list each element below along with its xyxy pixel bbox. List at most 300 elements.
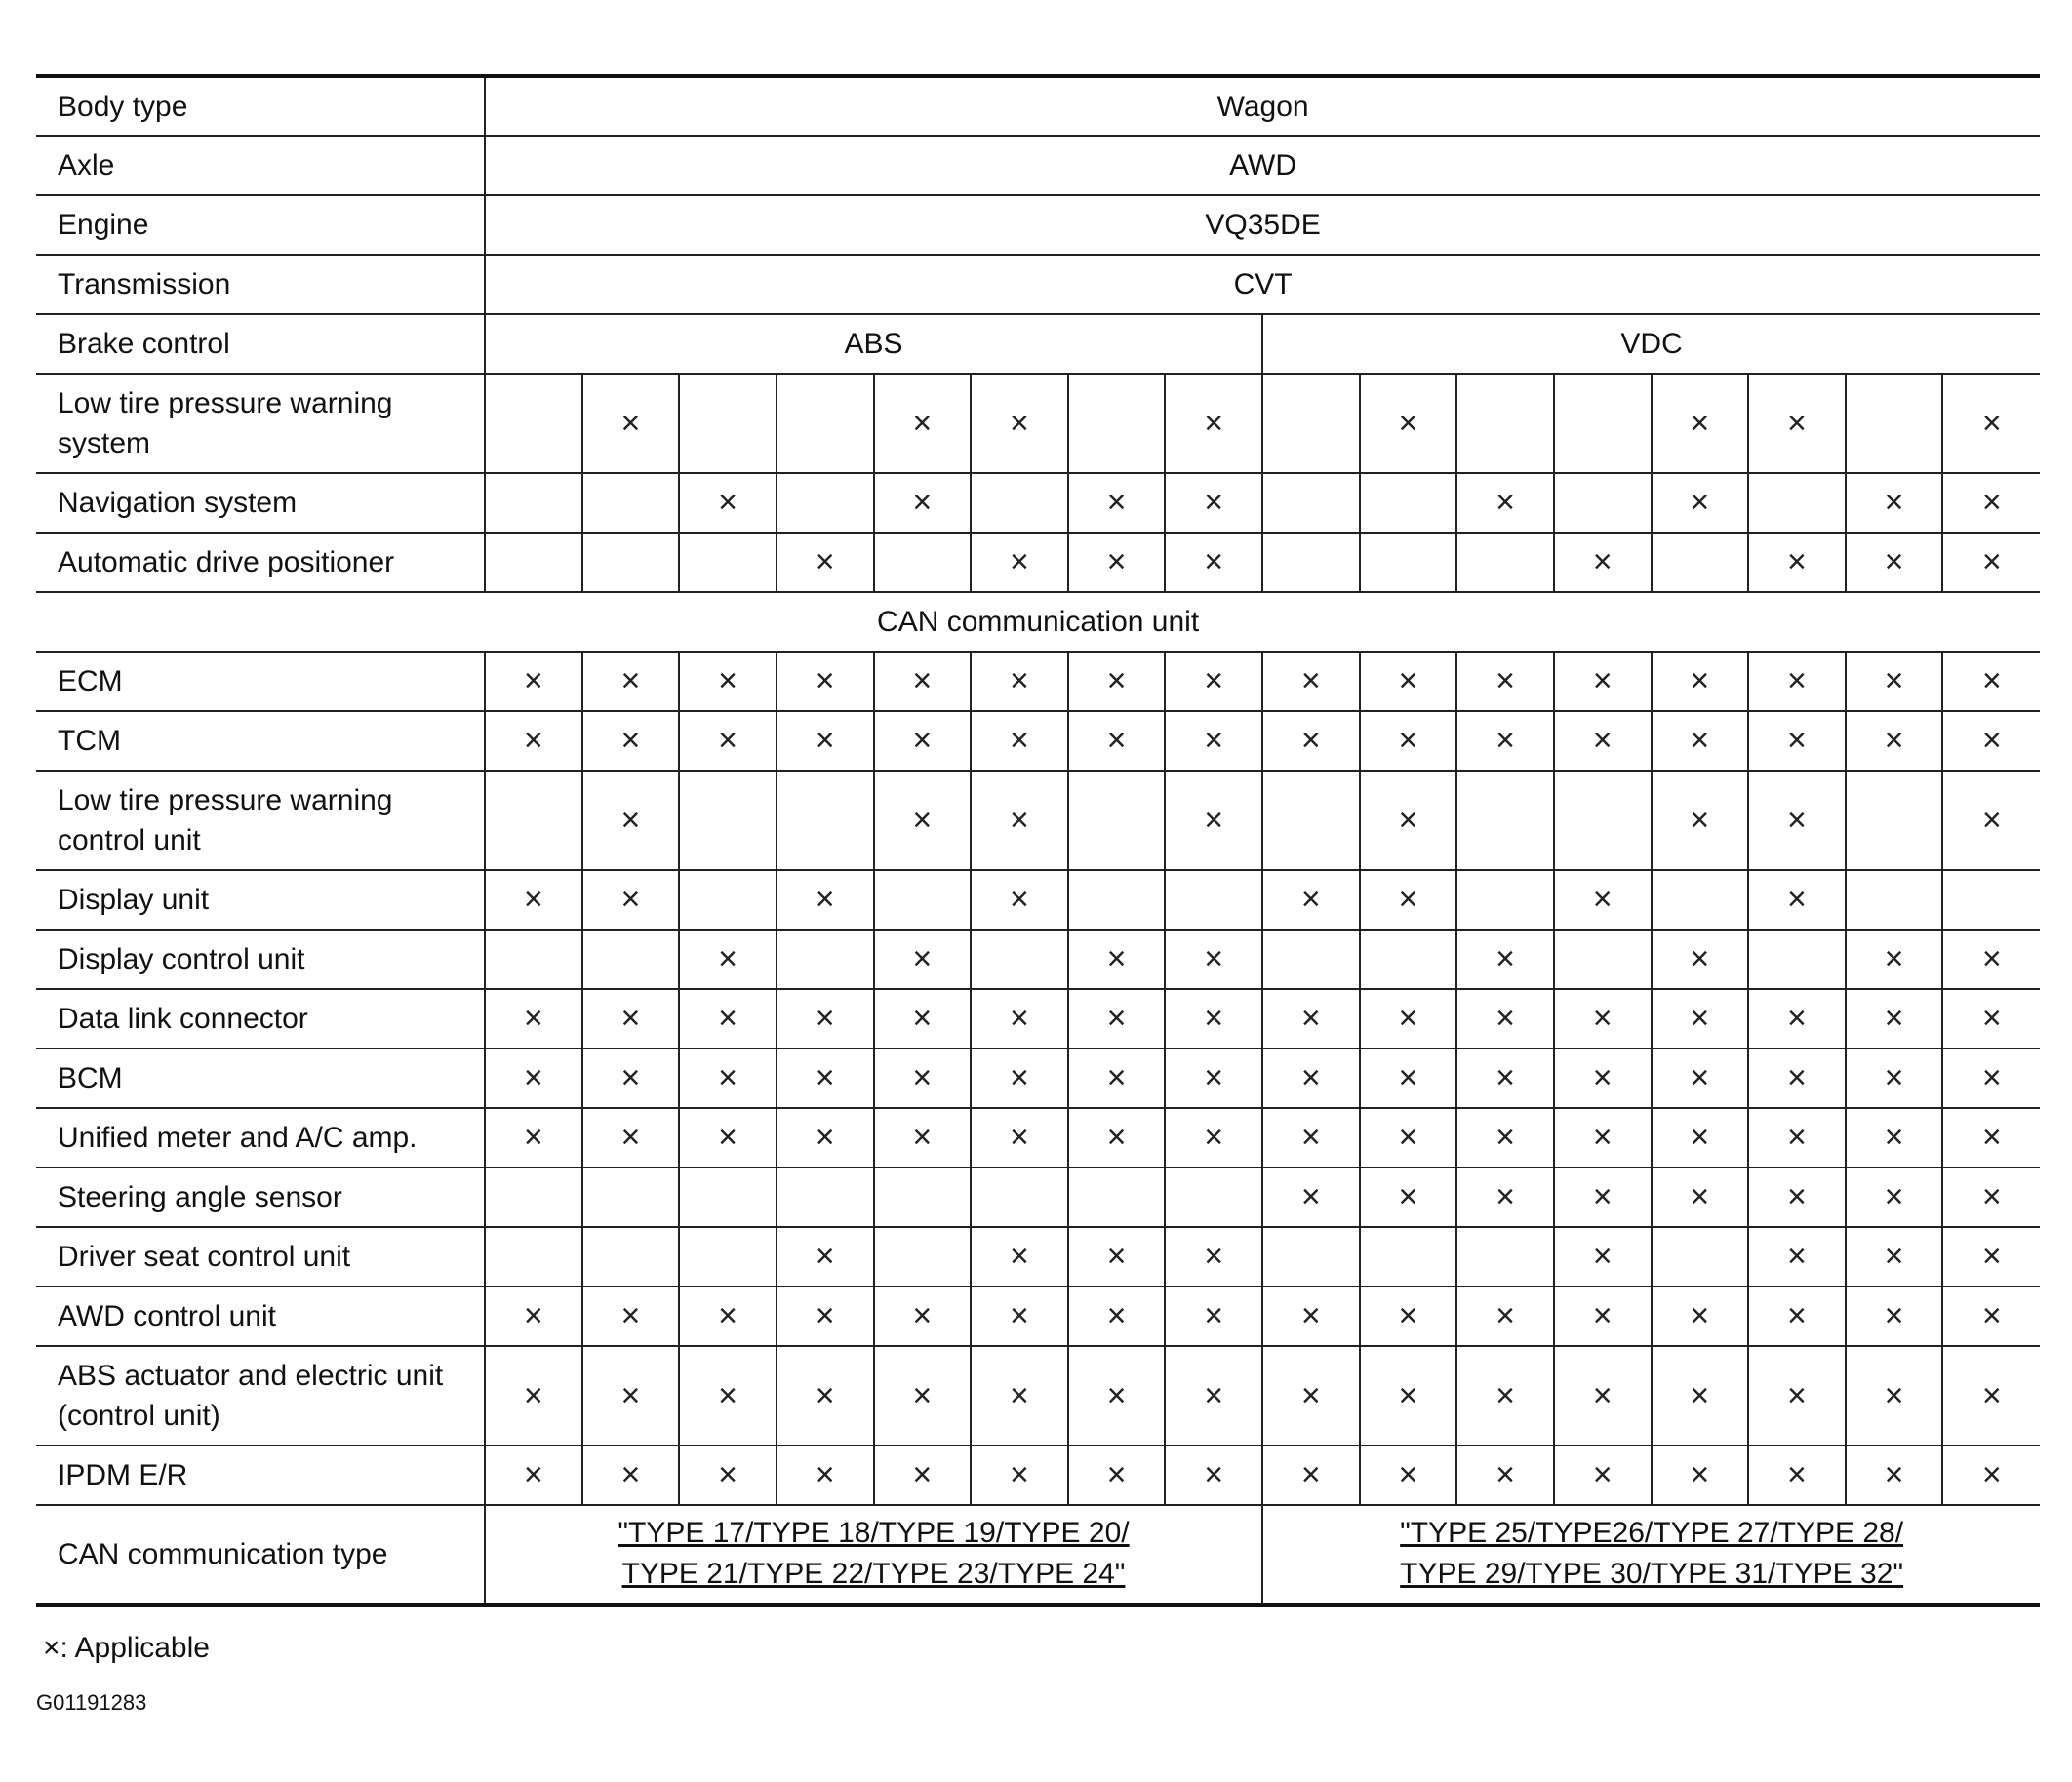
- empty-cell: [874, 533, 972, 592]
- empty-cell: [1262, 1227, 1360, 1287]
- table-row: [36, 870, 2040, 930]
- applicable-mark: ×: [679, 652, 777, 711]
- vdc-types-line2: TYPE 29/TYPE 30/TYPE 31/TYPE 32": [1400, 1558, 1904, 1591]
- empty-cell: [1165, 1168, 1262, 1227]
- empty-cell: [485, 771, 582, 870]
- applicable-mark: ×: [1652, 1049, 1749, 1108]
- applicable-mark: ×: [1456, 1168, 1554, 1227]
- empty-cell: [1262, 374, 1360, 473]
- applicable-mark: ×: [1456, 1108, 1554, 1168]
- row-label: Driver seat control unit: [36, 1227, 485, 1287]
- applicable-mark: ×: [1165, 1108, 1262, 1168]
- row-label: Axle: [36, 136, 485, 195]
- applicable-mark: ×: [1360, 1168, 1457, 1227]
- applicable-mark: ×: [582, 1049, 680, 1108]
- option-rows: [36, 374, 2040, 592]
- empty-cell: [1068, 1168, 1166, 1227]
- applicable-mark: ×: [1456, 652, 1554, 711]
- applicable-mark: ×: [1748, 1108, 1846, 1168]
- row-label: Body type: [36, 76, 485, 136]
- applicable-mark: ×: [582, 989, 680, 1049]
- abs-header: ABS: [485, 314, 1262, 374]
- applicable-mark: ×: [679, 473, 777, 533]
- empty-cell: [1456, 771, 1554, 870]
- applicable-mark: ×: [485, 711, 582, 771]
- applicable-mark: ×: [679, 989, 777, 1049]
- table-row: [36, 930, 2040, 989]
- applicable-mark: ×: [1456, 711, 1554, 771]
- applicable-mark: ×: [1554, 711, 1652, 771]
- row-label: Navigation system: [36, 473, 485, 533]
- applicable-mark: ×: [1846, 1227, 1943, 1287]
- applicable-mark: ×: [874, 374, 972, 473]
- section-title: CAN communication unit: [36, 592, 2040, 652]
- applicable-mark: ×: [582, 374, 680, 473]
- applicable-mark: ×: [777, 1287, 874, 1346]
- applicable-mark: ×: [485, 1287, 582, 1346]
- applicable-mark: ×: [1068, 711, 1166, 771]
- applicable-mark: ×: [971, 870, 1068, 930]
- applicable-mark: ×: [971, 1227, 1068, 1287]
- vdc-types-line1: "TYPE 25/TYPE26/TYPE 27/TYPE 28/: [1400, 1517, 1904, 1550]
- applicable-mark: ×: [1068, 1287, 1166, 1346]
- applicable-mark: ×: [971, 771, 1068, 870]
- table-row: [36, 1108, 2040, 1168]
- applicable-mark: ×: [1360, 1346, 1457, 1445]
- empty-cell: [1652, 1227, 1749, 1287]
- empty-cell: [1165, 870, 1262, 930]
- applicable-mark: ×: [1456, 473, 1554, 533]
- applicable-mark: ×: [582, 711, 680, 771]
- applicable-mark: ×: [485, 870, 582, 930]
- row-label: Steering angle sensor: [36, 1168, 485, 1227]
- row-value: AWD: [485, 136, 2040, 195]
- row-label: IPDM E/R: [36, 1445, 485, 1505]
- empty-cell: [679, 771, 777, 870]
- empty-cell: [777, 771, 874, 870]
- applicable-mark: ×: [485, 1108, 582, 1168]
- table-row: [36, 1227, 2040, 1287]
- applicable-mark: ×: [1456, 1346, 1554, 1445]
- empty-cell: [1554, 473, 1652, 533]
- empty-cell: [971, 473, 1068, 533]
- empty-cell: [1360, 1227, 1457, 1287]
- applicable-mark: ×: [1554, 1227, 1652, 1287]
- applicable-mark: ×: [1262, 711, 1360, 771]
- applicable-mark: ×: [1748, 1227, 1846, 1287]
- empty-cell: [971, 1168, 1068, 1227]
- applicable-mark: ×: [1748, 1287, 1846, 1346]
- applicable-mark: ×: [1748, 870, 1846, 930]
- applicable-mark: ×: [1360, 1049, 1457, 1108]
- applicable-mark: ×: [1942, 1049, 2040, 1108]
- table-row: [36, 374, 2040, 473]
- empty-cell: [777, 374, 874, 473]
- applicable-mark: ×: [1748, 652, 1846, 711]
- row-value: CVT: [485, 255, 2040, 314]
- applicable-mark: ×: [582, 1346, 680, 1445]
- applicable-mark: ×: [1554, 1108, 1652, 1168]
- applicable-mark: ×: [1846, 533, 1943, 592]
- applicable-mark: ×: [1262, 1049, 1360, 1108]
- applicable-mark: ×: [1652, 1108, 1749, 1168]
- table-row: [36, 1049, 2040, 1108]
- applicable-mark: ×: [1554, 533, 1652, 592]
- applicable-mark: ×: [1748, 1445, 1846, 1505]
- table-row: [36, 1445, 2040, 1505]
- applicable-mark: ×: [1748, 374, 1846, 473]
- empty-cell: [1360, 533, 1457, 592]
- empty-cell: [1554, 374, 1652, 473]
- empty-cell: [1262, 771, 1360, 870]
- applicable-mark: ×: [971, 533, 1068, 592]
- empty-cell: [1554, 930, 1652, 989]
- applicable-mark: ×: [679, 1346, 777, 1445]
- abs-types-line2: TYPE 21/TYPE 22/TYPE 23/TYPE 24": [621, 1558, 1126, 1591]
- applicable-mark: ×: [1942, 652, 2040, 711]
- row-engine: [36, 195, 2040, 255]
- empty-cell: [1846, 771, 1943, 870]
- applicable-mark: ×: [1262, 1346, 1360, 1445]
- empty-cell: [1068, 374, 1166, 473]
- applicable-mark: ×: [1262, 1108, 1360, 1168]
- applicable-mark: ×: [679, 711, 777, 771]
- applicable-mark: ×: [582, 1445, 680, 1505]
- row-brake-control: [36, 314, 2040, 374]
- empty-cell: [1748, 473, 1846, 533]
- applicable-mark: ×: [1068, 930, 1166, 989]
- applicable-mark: ×: [777, 1049, 874, 1108]
- applicable-mark: ×: [679, 1445, 777, 1505]
- applicable-mark: ×: [874, 1346, 972, 1445]
- empty-cell: [1748, 930, 1846, 989]
- empty-cell: [582, 473, 680, 533]
- applicable-mark: ×: [1360, 374, 1457, 473]
- applicable-mark: ×: [971, 1108, 1068, 1168]
- applicable-mark: ×: [1942, 374, 2040, 473]
- empty-cell: [1846, 374, 1943, 473]
- applicable-mark: ×: [1846, 1287, 1943, 1346]
- applicable-mark: ×: [1068, 1227, 1166, 1287]
- table-row: [36, 533, 2040, 592]
- applicable-mark: ×: [1165, 1445, 1262, 1505]
- empty-cell: [679, 1227, 777, 1287]
- abs-can-types: [485, 1505, 1262, 1604]
- applicable-mark: ×: [1748, 1168, 1846, 1227]
- empty-cell: [1554, 771, 1652, 870]
- row-body-type: [36, 76, 2040, 136]
- applicable-mark: ×: [1748, 533, 1846, 592]
- applicable-mark: ×: [777, 533, 874, 592]
- applicable-mark: ×: [1942, 1168, 2040, 1227]
- applicable-mark: ×: [582, 1287, 680, 1346]
- applicable-mark: ×: [1942, 930, 2040, 989]
- row-label: Transmission: [36, 255, 485, 314]
- applicable-mark: ×: [1846, 711, 1943, 771]
- applicable-mark: ×: [1262, 989, 1360, 1049]
- applicable-mark: ×: [1165, 1287, 1262, 1346]
- row-label: Display unit: [36, 870, 485, 930]
- applicable-mark: ×: [485, 652, 582, 711]
- applicable-mark: ×: [1554, 1287, 1652, 1346]
- applicable-mark: ×: [1262, 1168, 1360, 1227]
- applicable-mark: ×: [1942, 1108, 2040, 1168]
- empty-cell: [1360, 473, 1457, 533]
- empty-cell: [1942, 870, 2040, 930]
- applicable-mark: ×: [1262, 1445, 1360, 1505]
- table-row: [36, 989, 2040, 1049]
- applicable-mark: ×: [582, 771, 680, 870]
- applicable-mark: ×: [874, 1049, 972, 1108]
- empty-cell: [1360, 930, 1457, 989]
- applicable-mark: ×: [1748, 771, 1846, 870]
- empty-cell: [777, 930, 874, 989]
- row-label: Brake control: [36, 314, 485, 374]
- applicable-mark: ×: [874, 1445, 972, 1505]
- applicable-mark: ×: [874, 930, 972, 989]
- applicable-mark: ×: [485, 1049, 582, 1108]
- vdc-header: VDC: [1262, 314, 2040, 374]
- row-label: Low tire pressure warning control unit: [36, 771, 485, 870]
- applicable-mark: ×: [1068, 1346, 1166, 1445]
- applicable-mark: ×: [1748, 1346, 1846, 1445]
- applicable-mark: ×: [1652, 1287, 1749, 1346]
- applicable-mark: ×: [1360, 1445, 1457, 1505]
- row-can-type: [36, 1505, 2040, 1604]
- applicable-mark: ×: [971, 374, 1068, 473]
- applicable-mark: ×: [1165, 473, 1262, 533]
- applicable-mark: ×: [1652, 930, 1749, 989]
- applicable-mark: ×: [777, 1346, 874, 1445]
- applicable-mark: ×: [971, 1049, 1068, 1108]
- applicable-mark: ×: [1360, 652, 1457, 711]
- table-row: [36, 652, 2040, 711]
- applicable-mark: ×: [1068, 473, 1166, 533]
- row-label: Data link connector: [36, 989, 485, 1049]
- applicable-mark: ×: [1554, 1445, 1652, 1505]
- empty-cell: [1456, 870, 1554, 930]
- vdc-can-types: [1262, 1505, 2040, 1604]
- applicable-mark: ×: [1165, 930, 1262, 989]
- empty-cell: [485, 473, 582, 533]
- applicable-mark: ×: [1846, 1168, 1943, 1227]
- applicable-mark: ×: [1068, 1445, 1166, 1505]
- applicable-mark: ×: [1748, 989, 1846, 1049]
- applicable-mark: ×: [1554, 1346, 1652, 1445]
- applicable-mark: ×: [1942, 1287, 2040, 1346]
- empty-cell: [874, 1227, 972, 1287]
- row-label: AWD control unit: [36, 1287, 485, 1346]
- figure-id: G01191283: [36, 1690, 147, 1715]
- row-value: VQ35DE: [485, 195, 2040, 255]
- applicable-mark: ×: [874, 1287, 972, 1346]
- applicable-mark: ×: [1942, 1227, 2040, 1287]
- applicable-mark: ×: [1846, 1445, 1943, 1505]
- table-row: [36, 1287, 2040, 1346]
- row-label: Display control unit: [36, 930, 485, 989]
- applicable-mark: ×: [582, 870, 680, 930]
- applicable-mark: ×: [1068, 1049, 1166, 1108]
- empty-cell: [971, 930, 1068, 989]
- applicable-mark: ×: [1165, 374, 1262, 473]
- applicable-mark: ×: [1165, 1346, 1262, 1445]
- applicable-mark: ×: [1652, 989, 1749, 1049]
- applicable-mark: ×: [1652, 1445, 1749, 1505]
- empty-cell: [1262, 930, 1360, 989]
- applicable-mark: ×: [485, 989, 582, 1049]
- applicable-mark: ×: [679, 1108, 777, 1168]
- applicable-mark: ×: [1554, 1168, 1652, 1227]
- applicable-mark: ×: [1554, 989, 1652, 1049]
- applicable-mark: ×: [1262, 1287, 1360, 1346]
- table-row: [36, 473, 2040, 533]
- empty-cell: [679, 870, 777, 930]
- empty-cell: [582, 533, 680, 592]
- empty-cell: [679, 533, 777, 592]
- applicable-mark: ×: [1652, 652, 1749, 711]
- applicable-mark: ×: [1748, 1049, 1846, 1108]
- applicable-mark: ×: [1942, 1346, 2040, 1445]
- applicable-mark: ×: [1748, 711, 1846, 771]
- applicable-mark: ×: [1846, 652, 1943, 711]
- applicable-mark: ×: [1652, 771, 1749, 870]
- applicable-mark: ×: [1942, 533, 2040, 592]
- applicable-mark: ×: [777, 1445, 874, 1505]
- row-label: CAN communication type: [36, 1505, 485, 1604]
- applicable-mark: ×: [485, 1445, 582, 1505]
- applicable-mark: ×: [1846, 1346, 1943, 1445]
- abs-types-line1: "TYPE 17/TYPE 18/TYPE 19/TYPE 20/: [618, 1517, 1130, 1550]
- applicable-mark: ×: [1846, 1108, 1943, 1168]
- applicable-mark: ×: [1360, 1108, 1457, 1168]
- applicable-mark: ×: [971, 989, 1068, 1049]
- applicable-mark: ×: [1652, 1168, 1749, 1227]
- table-row: [36, 711, 2040, 771]
- applicable-mark: ×: [1165, 1227, 1262, 1287]
- section-header-row: [36, 592, 2040, 652]
- empty-cell: [485, 930, 582, 989]
- empty-cell: [582, 1168, 680, 1227]
- row-axle: [36, 136, 2040, 195]
- applicable-mark: ×: [1652, 711, 1749, 771]
- applicable-mark: ×: [485, 1346, 582, 1445]
- applicable-mark: ×: [679, 930, 777, 989]
- applicable-mark: ×: [582, 652, 680, 711]
- applicable-mark: ×: [971, 1346, 1068, 1445]
- applicable-mark: ×: [1652, 473, 1749, 533]
- applicable-mark: ×: [1554, 1049, 1652, 1108]
- empty-cell: [485, 1168, 582, 1227]
- applicable-mark: ×: [777, 1108, 874, 1168]
- can-system-table: [36, 74, 2040, 1607]
- applicable-mark: ×: [1942, 473, 2040, 533]
- applicable-mark: ×: [1165, 533, 1262, 592]
- applicable-mark: ×: [971, 1445, 1068, 1505]
- empty-cell: [679, 1168, 777, 1227]
- row-label: Unified meter and A/C amp.: [36, 1108, 485, 1168]
- applicable-mark: ×: [1846, 930, 1943, 989]
- applicable-mark: ×: [971, 1287, 1068, 1346]
- applicable-mark: ×: [1846, 989, 1943, 1049]
- row-label: ABS actuator and electric unit (control unit): [36, 1346, 485, 1445]
- table-row: [36, 1168, 2040, 1227]
- empty-cell: [1068, 771, 1166, 870]
- legend-applicable: ×: Applicable: [43, 1632, 210, 1664]
- applicable-mark: ×: [874, 989, 972, 1049]
- applicable-mark: ×: [1360, 1287, 1457, 1346]
- applicable-mark: ×: [1942, 771, 2040, 870]
- applicable-mark: ×: [1846, 473, 1943, 533]
- applicable-mark: ×: [1068, 1108, 1166, 1168]
- empty-cell: [874, 870, 972, 930]
- applicable-mark: ×: [1942, 1445, 2040, 1505]
- empty-cell: [1456, 374, 1554, 473]
- applicable-mark: ×: [1456, 930, 1554, 989]
- applicable-mark: ×: [1165, 771, 1262, 870]
- applicable-mark: ×: [1262, 652, 1360, 711]
- applicable-mark: ×: [1554, 870, 1652, 930]
- applicable-mark: ×: [1165, 652, 1262, 711]
- applicable-mark: ×: [679, 1287, 777, 1346]
- empty-cell: [1068, 870, 1166, 930]
- table-row: [36, 1346, 2040, 1445]
- row-label: Engine: [36, 195, 485, 255]
- applicable-mark: ×: [1165, 1049, 1262, 1108]
- empty-cell: [679, 374, 777, 473]
- row-value: Wagon: [485, 76, 2040, 136]
- empty-cell: [777, 1168, 874, 1227]
- applicable-mark: ×: [874, 1108, 972, 1168]
- applicable-mark: ×: [1068, 989, 1166, 1049]
- row-label: Low tire pressure warning system: [36, 374, 485, 473]
- applicable-mark: ×: [874, 473, 972, 533]
- applicable-mark: ×: [874, 771, 972, 870]
- empty-cell: [1652, 533, 1749, 592]
- empty-cell: [1262, 533, 1360, 592]
- applicable-mark: ×: [1456, 1287, 1554, 1346]
- row-label: BCM: [36, 1049, 485, 1108]
- applicable-mark: ×: [777, 989, 874, 1049]
- applicable-mark: ×: [1652, 374, 1749, 473]
- applicable-mark: ×: [1456, 1445, 1554, 1505]
- applicable-mark: ×: [777, 870, 874, 930]
- applicable-mark: ×: [1068, 652, 1166, 711]
- applicable-mark: ×: [777, 652, 874, 711]
- table-row: [36, 771, 2040, 870]
- empty-cell: [1456, 1227, 1554, 1287]
- empty-cell: [1456, 533, 1554, 592]
- empty-cell: [485, 374, 582, 473]
- applicable-mark: ×: [582, 1108, 680, 1168]
- applicable-mark: ×: [1068, 533, 1166, 592]
- unit-rows: [36, 652, 2040, 1505]
- applicable-mark: ×: [1652, 1346, 1749, 1445]
- applicable-mark: ×: [1360, 711, 1457, 771]
- applicable-mark: ×: [1262, 870, 1360, 930]
- applicable-mark: ×: [1360, 870, 1457, 930]
- empty-cell: [1652, 870, 1749, 930]
- applicable-mark: ×: [971, 711, 1068, 771]
- empty-cell: [1846, 870, 1943, 930]
- applicable-mark: ×: [777, 1227, 874, 1287]
- applicable-mark: ×: [1554, 652, 1652, 711]
- applicable-mark: ×: [777, 711, 874, 771]
- applicable-mark: ×: [1165, 711, 1262, 771]
- row-label: TCM: [36, 711, 485, 771]
- applicable-mark: ×: [971, 652, 1068, 711]
- applicable-mark: ×: [1456, 1049, 1554, 1108]
- row-label: ECM: [36, 652, 485, 711]
